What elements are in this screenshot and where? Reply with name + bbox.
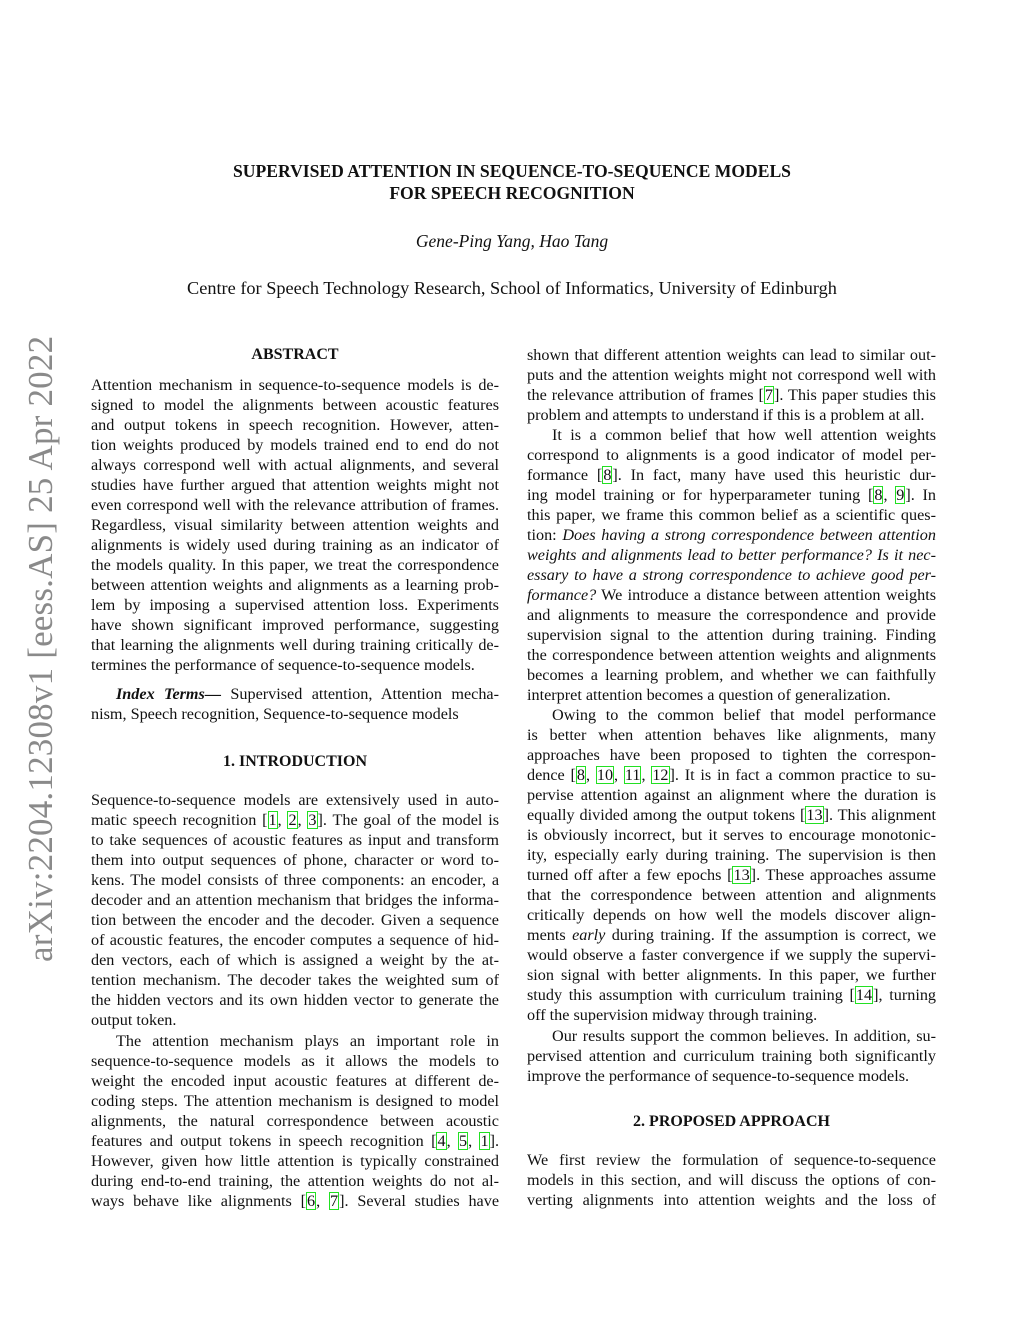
text-line: signed to model the alignments between acoustic features	[91, 396, 499, 414]
text-line: However, given how little attention is typically constrained	[91, 1152, 499, 1170]
text-line: this paper, we frame this common belief as a scientific ques-	[527, 506, 936, 524]
text-line: tention mechanism. The decoder takes the weighted sum of	[91, 971, 499, 989]
text-line: models in this section, and will discuss the options of con-	[527, 1171, 936, 1189]
text-line: approaches have been proposed to tighten the correspon-	[527, 746, 936, 764]
text-line: studies have further argued that attention weights might not	[91, 476, 499, 494]
text-line: the hidden vectors and its own hidden vector to generate the	[91, 991, 499, 1009]
citation-link[interactable]: 6	[307, 1192, 316, 1210]
text-line: and output tokens in speech recognition. However, atten-	[91, 416, 499, 434]
paper-title-line-2: FOR SPEECH RECOGNITION	[389, 183, 635, 203]
text-line: features and output tokens in speech recognition [4, 5, 1].	[91, 1132, 499, 1150]
citation-link[interactable]: 8	[603, 466, 612, 484]
citation-link[interactable]: 4	[437, 1132, 446, 1150]
text-line: the models quality. In this paper, we treat the correspondence	[91, 556, 499, 574]
text-line: critically depends on how well the models discover align-	[527, 906, 936, 924]
index-terms	[91, 684, 499, 724]
text-line: ity, especially early during training. The supervision is then	[527, 846, 936, 864]
text-line: kens. The model consists of three components: an encoder, a	[91, 871, 499, 889]
text-line: is obviously incorrect, but it serves to encourage monotonic-	[527, 826, 936, 844]
text-line: the relevance attribution of frames [7]. This paper studies this	[527, 386, 936, 404]
intro-paragraph-1	[91, 790, 499, 1030]
text-line: Our results support the common believes. In addition, su-	[552, 1027, 936, 1045]
text-line: off the supervision midway through training.	[527, 1006, 818, 1024]
text-line: have shown significant improved performance, suggesting	[91, 616, 499, 634]
text-line: ments early during training. If the assumption is correct, we	[527, 926, 937, 944]
text-line: formance? We introduce a distance between attention weights	[527, 586, 936, 604]
text-line: and alignments to measure the correspondence and provide	[527, 606, 936, 624]
citation-link[interactable]: 12	[652, 766, 669, 784]
text-line: Attention mechanism in sequence-to-sequence models is de-	[91, 376, 499, 394]
abstract-paragraph	[91, 375, 499, 675]
text-line: Owing to the common belief that model performance	[552, 706, 936, 724]
citation-link[interactable]: 8	[576, 766, 586, 784]
text-line: during end-to-end training, the attention weights do not al-	[91, 1172, 499, 1190]
text-line: matic speech recognition [1, 2, 3]. The goal of the model is	[91, 811, 500, 829]
intro-paragraph-5	[527, 1026, 936, 1086]
text-line: puts and the attention weights might not correspond well with	[527, 366, 936, 384]
approach-paragraph-1	[527, 1150, 936, 1210]
text-line: between attention weights and alignments as a learning prob-	[91, 576, 499, 594]
text-line: decoder and an attention mechanism that bridges the informa-	[91, 891, 499, 909]
section-heading-introduction: 1. INTRODUCTION	[222, 753, 367, 770]
text-line: pervise attention against an alignment where the duration is	[527, 786, 936, 804]
citation-link[interactable]: 8	[874, 486, 883, 504]
abstract-heading: ABSTRACT	[251, 346, 339, 363]
text-line: Sequence-to-sequence models are extensively used in auto-	[91, 791, 499, 809]
citation-link[interactable]: 5	[458, 1132, 468, 1150]
arxiv-stamp: arXiv:2204.12308v1 [eess.AS] 25 Apr 2022	[21, 335, 60, 962]
text-line: even correspond well with the relevance attribution of frames.	[91, 496, 499, 514]
citation-link[interactable]: 13	[806, 806, 823, 824]
text-line: tion weights produced by models trained end to end do not	[91, 436, 499, 454]
text-line: Regardless, visual similarity between attention weights and	[91, 516, 499, 534]
text-line: study this assumption with curriculum training [14], turning	[527, 986, 937, 1004]
italic-text: Does having a strong correspondence between attention	[562, 526, 936, 544]
citation-link[interactable]: 14	[855, 986, 873, 1004]
italic-text: essary to have a strong correspondence to achieve good per-	[527, 566, 936, 584]
section-heading-proposed-approach: 2. PROPOSED APPROACH	[633, 1113, 830, 1130]
text-line: tion between the encoder and the decoder. Given a sequence	[91, 911, 499, 929]
text-line: always correspond well with actual alignments, and several	[91, 456, 499, 474]
text-line: output token.	[91, 1011, 177, 1029]
text-line: equally divided among the output tokens [13]. This alignment	[527, 806, 936, 824]
bold-italic-text: Index Terms—	[116, 685, 222, 703]
intro-paragraph-2-continued	[527, 345, 936, 425]
text-line: sequence-to-sequence models as it allows the models to	[91, 1052, 499, 1070]
citation-link[interactable]: 7	[329, 1192, 339, 1210]
intro-paragraph-3	[527, 425, 936, 705]
text-line: Index Terms— Supervised attention, Attention mecha-	[116, 685, 499, 703]
text-line: dence [8, 10, 11, 12]. It is in fact a common practice to su-	[527, 766, 937, 784]
citation-link[interactable]: 7	[764, 386, 773, 404]
text-line: supervision signal to the attention during training. Finding	[527, 626, 936, 644]
text-line: tion: Does having a strong correspondence between attention	[527, 526, 936, 544]
text-line	[527, 565, 936, 585]
text-line: them into output sequences of phone, character or word to-	[91, 851, 499, 869]
text-line: shown that different attention weights can lead to similar out-	[527, 346, 936, 364]
italic-text: weights and alignments lead to better performance? Is it nec-	[527, 546, 936, 564]
authors: Gene-Ping Yang, Hao Tang	[415, 231, 609, 251]
text-line: that learning the alignments well during training critically de-	[91, 636, 499, 654]
intro-paragraph-4	[527, 705, 936, 1025]
text-line: problem and attempts to understand if this is a problem at all.	[527, 406, 925, 424]
text-line: weight the encoded input acoustic features at different de-	[91, 1072, 499, 1090]
citation-link[interactable]: 1	[268, 811, 277, 829]
text-line	[527, 545, 936, 565]
text-line: sion signal with better alignments. In this paper, we further	[527, 966, 936, 984]
text-line: lem by imposing a supervised attention loss. Experiments	[91, 596, 499, 614]
text-line: den vectors, each of which is assigned a weight by the at-	[91, 951, 499, 969]
text-line: to take sequences of acoustic features as input and transform	[91, 831, 499, 849]
text-line: of acoustic features, the encoder computes a sequence of hid-	[91, 931, 499, 949]
text-line: ways behave like alignments [6, 7]. Several studies have	[91, 1192, 499, 1210]
text-line: correspond to alignments is a good indicator of model per-	[527, 446, 936, 464]
intro-paragraph-2	[91, 1031, 499, 1211]
text-line: pervised attention and curriculum training both significantly	[527, 1047, 936, 1065]
citation-link[interactable]: 2	[288, 811, 297, 829]
text-line: would observe a faster convergence if we supply the supervi-	[527, 946, 936, 964]
text-line: We first review the formulation of sequence-to-sequence	[527, 1151, 936, 1169]
citation-link[interactable]: 1	[480, 1132, 489, 1150]
text-line: interpret attention becomes a question of generalization.	[527, 686, 891, 704]
citation-link[interactable]: 3	[308, 811, 317, 829]
paper-title-line-1: SUPERVISED ATTENTION IN SEQUENCE-TO-SEQUENCE MODELS	[233, 161, 791, 181]
text-line: The attention mechanism plays an important role in	[116, 1032, 499, 1050]
citation-link[interactable]: 11	[624, 766, 641, 784]
citation-link[interactable]: 13	[733, 866, 750, 884]
text-line: alignments is widely used during training as an indicator of	[91, 536, 499, 554]
text-line: alignments, the natural correspondence between acoustic	[91, 1112, 499, 1130]
italic-text: early	[572, 926, 606, 944]
citation-link[interactable]: 9	[896, 486, 905, 504]
text-line: turned off after a few epochs [13]. These approaches assume	[527, 866, 936, 884]
affiliation: Centre for Speech Technology Research, School of Informatics, University of Edinburgh	[187, 278, 837, 298]
text-line: termines the performance of sequence-to-sequence models.	[91, 656, 475, 674]
text-line: improve the performance of sequence-to-sequence models.	[527, 1067, 910, 1085]
text-line: coding steps. The attention mechanism is designed to model	[91, 1092, 499, 1110]
text-line: becomes a learning problem, and whether we can faithfully	[527, 666, 936, 684]
italic-text: formance?	[527, 586, 597, 604]
text-line: It is a common belief that how well attention weights	[552, 426, 936, 444]
text-line: nism, Speech recognition, Sequence-to-sequence models	[91, 705, 459, 723]
text-line: verting alignments into attention weights and the loss of	[527, 1191, 936, 1209]
text-line: that the correspondence between attention and alignments	[527, 886, 936, 904]
text-line: formance [8]. In fact, many have used this heuristic dur-	[527, 466, 936, 484]
text-line: ing model training or for hyperparameter tuning [8, 9]. In	[527, 486, 937, 504]
text-line: the correspondence between attention weights and alignments	[527, 646, 936, 664]
citation-link[interactable]: 10	[596, 766, 614, 784]
text-line: is better when attention behaves like alignments, many	[527, 726, 936, 744]
